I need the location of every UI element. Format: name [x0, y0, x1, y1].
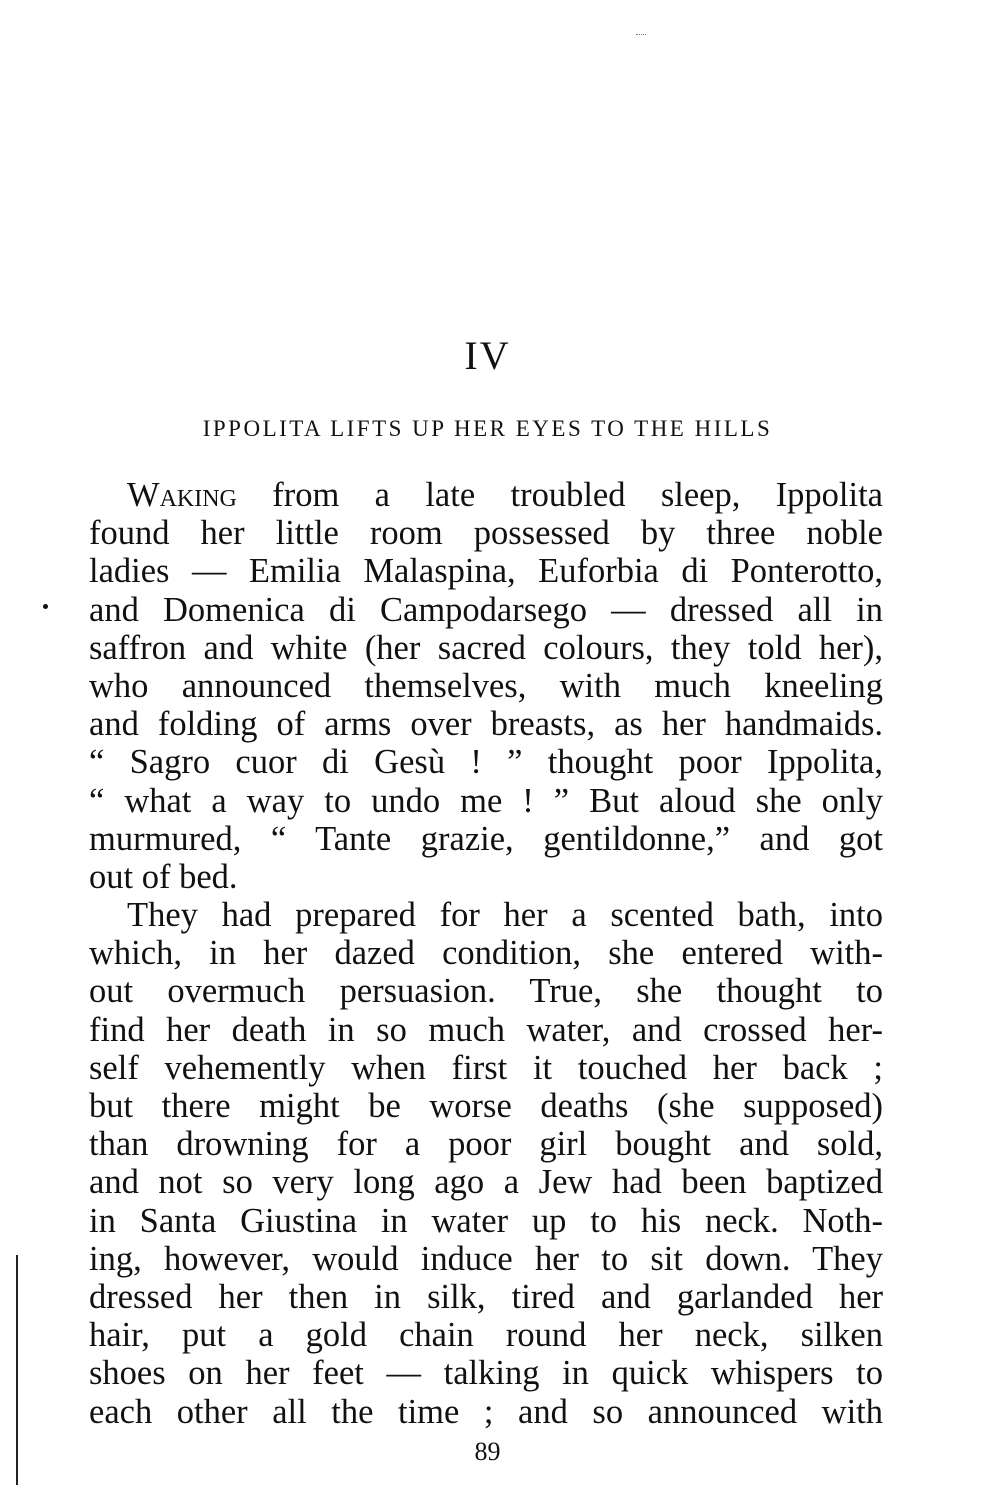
text-line: dressed her then in silk, tired and garlanded her [89, 1277, 883, 1316]
text-line: in Santa Giustina in water up to his neck. Noth- [89, 1201, 883, 1240]
text-line: out overmuch persuasion. True, she thought to [89, 972, 883, 1011]
chapter-number: IV [464, 333, 511, 378]
text-line: each other all the time ; and so announced with [89, 1392, 883, 1431]
page-number: 89 [474, 1437, 501, 1466]
text-line: Waking from a late troubled sleep, Ippolita [127, 476, 883, 514]
text-line: “ what a way to undo me ! ” But aloud she only [89, 781, 883, 820]
text-line: and folding of arms over breasts, as her handmaids. [89, 705, 883, 744]
text-line: ing, however, would induce her to sit down. They [89, 1239, 883, 1278]
text-line: which, in her dazed condition, she entered with- [89, 934, 883, 973]
drop-smallcaps-word: Waking [127, 476, 237, 514]
text-line: than drowning for a poor girl bought and sold, [89, 1125, 883, 1164]
text-line: shoes on her feet — talking in quick whispers to [89, 1354, 883, 1393]
text-line: murmured, “ Tante grazie, gentildonne,” and got [89, 819, 883, 858]
text-line: out of bed. [89, 857, 238, 896]
chapter-body [89, 476, 883, 1431]
text-line: saffron and white (her sacred colours, they told her), [89, 628, 883, 667]
margin-mark [43, 604, 48, 609]
scan-speck [636, 34, 646, 37]
text-line: self vehemently when first it touched her back ; [89, 1048, 883, 1087]
text-line: but there might be worse deaths (she supposed) [89, 1087, 883, 1125]
chapter-title: IPPOLITA LIFTS UP HER EYES TO THE HILLS [202, 416, 773, 441]
paragraph [89, 896, 883, 1431]
text-line: hair, put a gold chain round her neck, silken [89, 1316, 883, 1355]
text-line: found her little room possessed by three noble [89, 514, 883, 553]
text-line: “ Sagro cuor di Gesù ! ” thought poor Ippolita, [89, 743, 883, 782]
text-line: and Domenica di Campodarsego — dressed all in [89, 590, 883, 629]
text-line: find her death in so much water, and crossed her- [89, 1010, 883, 1049]
text-line: They had prepared for her a scented bath, into [127, 896, 883, 935]
text-line: and not so very long ago a Jew had been baptized [89, 1163, 883, 1202]
paragraph [89, 476, 883, 896]
text-line: who announced themselves, with much kneeling [89, 666, 883, 705]
text-line: ladies — Emilia Malaspina, Euforbia di Ponterotto, [89, 552, 883, 591]
